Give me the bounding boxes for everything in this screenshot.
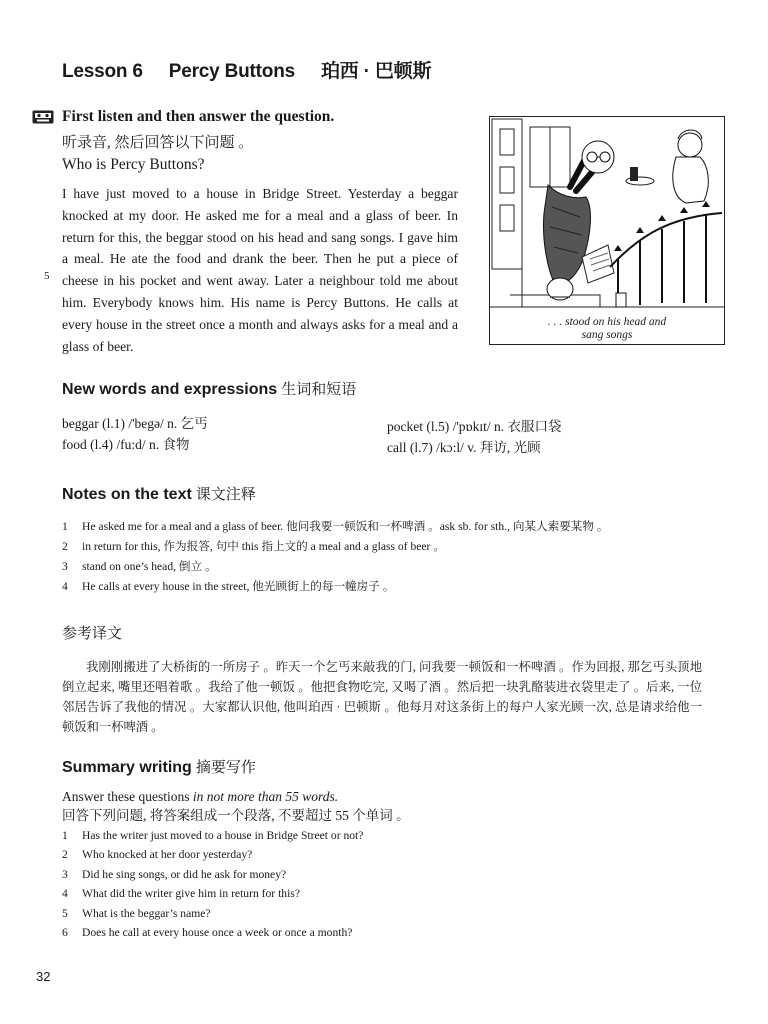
summary-heading — [62, 756, 256, 777]
notes-heading — [62, 483, 256, 504]
summary-question — [62, 845, 482, 864]
summary-instruction-en — [62, 787, 410, 806]
lesson-name: Percy Buttons — [168, 61, 295, 82]
note-item — [62, 577, 712, 597]
question-text: Did he sing songs, or did he ask for money? — [82, 867, 287, 881]
translation-text: 我刚刚搬进了大桥街的一所房子 。昨天一个乞丐来敲我的门, 问我要一顿饭和一杯啤酒 。作为回报, 那乞丐头顶地倒立起来, 嘴里还唱着歌 。我给了他一顿饭 。他把食物吃完, 又喝了酒 。然后把一块乳酪装进衣袋里走了 。后来, 一位邻居告诉了我他的情况 。大家都认识他, 他叫珀西 · 巴顿斯 。他每月对这条街上的每户人家光顾一次, 总是请求给他一顿饭和一杯啤酒 。 — [62, 660, 702, 734]
notes-heading-en: Notes on the text — [62, 486, 192, 503]
word-entry: beggar (l.1) /'begə/ n. 乞丐 — [62, 416, 208, 431]
lead-question: Who is Percy Buttons? — [62, 156, 205, 173]
summary-instructions — [62, 787, 410, 825]
question-text: Has the writer just moved to a house in Bridge Street or not? — [82, 829, 364, 842]
summary-heading-en: Summary writing — [62, 759, 192, 776]
summary-question — [62, 923, 482, 942]
line-number-marker: 5 — [44, 270, 50, 282]
note-text: stand on one’s head, 倒立 。 — [82, 560, 217, 573]
passage-text: I have just moved to a house in Bridge Street. Yesterday a beggar knocked at my door. He asked me for a meal and a glass of beer. In return for this, the beggar stood on his head and sang songs. I gave him a meal. He ate the food and drank the beer. Then he put a piece of cheese in his pocket and went away. Later a neighbour told me about him. Everybody knows him. His name is Percy Buttons. He calls at every house in the street once a month and always asks for a meal and a glass of beer. — [62, 186, 458, 354]
beggar-drawing — [490, 117, 725, 345]
question-text: What did the writer give him in return for this? — [82, 887, 300, 901]
lesson-number: Lesson 6 — [62, 61, 143, 82]
new-words-heading-cn: 生词和短语 — [281, 382, 357, 398]
cassette-tape-icon — [32, 110, 54, 124]
note-number: 1 — [62, 520, 68, 533]
beggar-illustration — [489, 116, 725, 345]
question-number: 1 — [62, 829, 68, 842]
listening-instruction: First listen and then answer the question. — [62, 108, 335, 125]
note-number: 4 — [62, 580, 68, 593]
question-number: 5 — [62, 906, 68, 920]
question-number: 2 — [62, 848, 68, 862]
summary-instruction-start: Answer these questions — [62, 789, 193, 804]
new-words-heading-en: New words and expressions — [62, 381, 278, 398]
summary-question — [62, 884, 482, 903]
listening-instruction-cn: 听录音, 然后回答以下问题 。 — [62, 135, 254, 151]
illustration-caption — [490, 316, 724, 342]
caption-line-2: sang songs — [581, 329, 633, 341]
note-number: 3 — [62, 560, 68, 573]
summary-question — [62, 826, 482, 845]
question-text: Does he call at every house once a week or once a month? — [82, 926, 353, 940]
word-entry: call (l.7) /kɔ:l/ v. 拜访, 光顾 — [387, 440, 541, 455]
note-item — [62, 557, 712, 577]
summary-question — [62, 865, 482, 884]
note-text: He asked me for a meal and a glass of beer. 他问我要一顿饭和一杯啤酒 。ask sb. for sth., 向某人索要某物 。 — [82, 520, 609, 533]
word-entry: pocket (l.5) /'pɒkɪt/ n. 衣服口袋 — [387, 419, 562, 434]
note-number: 2 — [62, 540, 68, 553]
word-entry: food (l.4) /fu:d/ n. 食物 — [62, 437, 190, 452]
question-number: 3 — [62, 867, 68, 881]
note-item — [62, 517, 712, 537]
question-number: 4 — [62, 887, 68, 901]
summary-questions — [62, 826, 482, 942]
summary-word-limit: in not more than 55 words. — [192, 789, 339, 804]
question-text: What is the beggar’s name? — [82, 906, 211, 920]
summary-heading-cn: 摘要写作 — [195, 760, 256, 776]
translation-heading: 参考译文 — [62, 626, 123, 642]
notes-list — [62, 517, 712, 597]
question-number: 6 — [62, 926, 68, 940]
note-text: He calls at every house in the street, 他光顾街上的每一幢房子 。 — [82, 580, 395, 593]
new-words-heading — [62, 378, 356, 399]
caption-line-1: . . . stood on his head and — [547, 316, 667, 328]
note-text: in return for this, 作为报答, 句中 this 指上文的 a meal and a glass of beer 。 — [82, 540, 445, 553]
lesson-title — [62, 56, 431, 83]
note-item — [62, 537, 712, 557]
lesson-name-cn: 珀西 · 巴顿斯 — [320, 61, 432, 82]
notes-heading-cn: 课文注释 — [195, 487, 256, 503]
translation-body — [62, 657, 702, 737]
page-number: 32 — [36, 969, 51, 984]
question-text: Who knocked at her door yesterday? — [82, 848, 253, 862]
summary-instruction-cn: 回答下列问题, 将答案组成一个段落, 不要超过 55 个单词 。 — [62, 808, 410, 823]
summary-question — [62, 904, 482, 923]
reading-passage — [62, 183, 458, 357]
